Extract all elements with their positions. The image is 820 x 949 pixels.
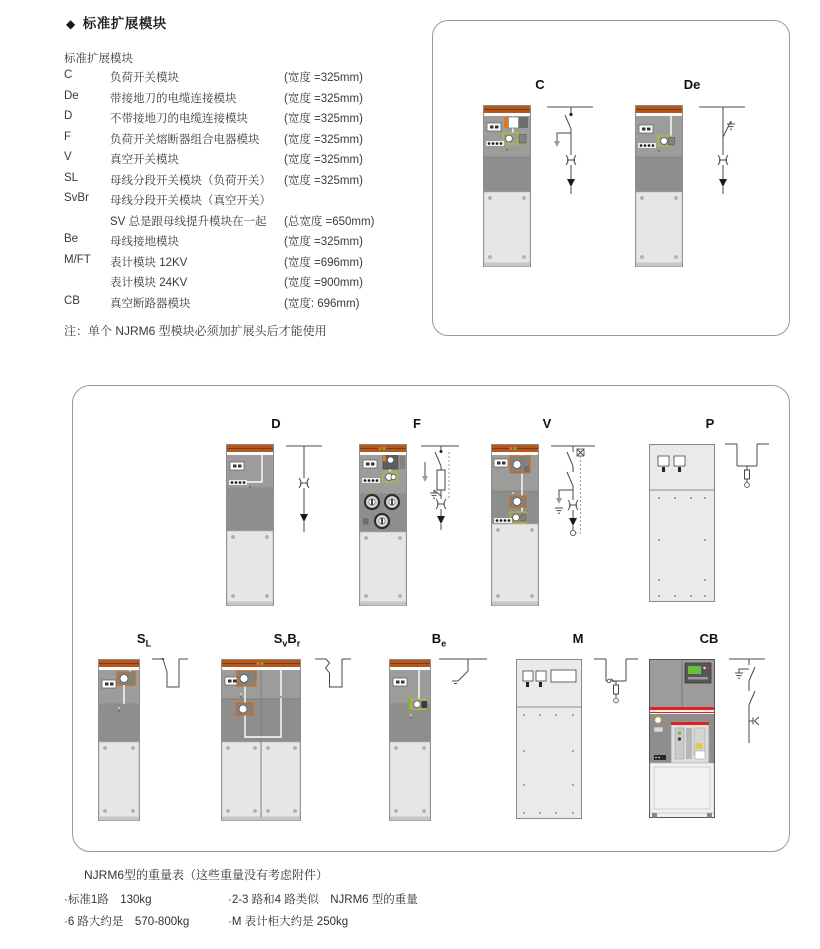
cabinet-front-view-icon <box>221 651 301 823</box>
module-figure-P <box>649 416 771 602</box>
module-width: (宽度: 696mm) <box>284 297 360 310</box>
module-figure-SL <box>98 631 190 823</box>
weight-item: ·标准1路 130kg <box>64 894 152 906</box>
main-figure-panel <box>72 385 790 852</box>
module-figure-CB <box>649 631 769 819</box>
module-code: M/FT <box>64 253 91 266</box>
page-title <box>66 12 167 32</box>
module-figure-M <box>516 631 640 819</box>
module-figure-De <box>635 77 749 269</box>
module-width: (宽度 =696mm) <box>284 256 363 269</box>
module-desc: 负荷开关熔断器组合电器模块 <box>110 133 260 146</box>
diamond-bullet-icon: ◆ <box>66 17 76 31</box>
module-code: CB <box>64 294 80 307</box>
module-list-row <box>64 151 414 172</box>
module-figure-SvBr <box>221 631 353 823</box>
module-width: (总宽度 =650mm) <box>284 215 375 228</box>
module-width: (宽度 =325mm) <box>284 113 363 125</box>
module-width: (宽度 =325mm) <box>284 174 363 187</box>
module-width: (宽度 =325mm) <box>284 154 363 166</box>
single-line-circuit-icon <box>150 651 190 697</box>
single-line-circuit-icon <box>282 436 326 536</box>
module-desc: 母线分段开关模块（真空开关） <box>110 195 271 207</box>
module-figure-label-D: D <box>271 416 281 431</box>
module-figure-label-M: M <box>572 631 584 646</box>
module-code: Be <box>64 233 79 245</box>
module-desc: 负荷开关模块 <box>110 72 179 84</box>
module-list-row <box>64 295 414 316</box>
weight-item: ·6 路大约是 570-800kg <box>64 916 190 928</box>
weight-item: ·M 表计柜大约是 250kg <box>228 916 349 928</box>
module-figure-F <box>359 416 475 608</box>
cabinet-front-view-icon <box>98 651 140 823</box>
cabinet-front-view-icon <box>359 436 407 608</box>
weight-item: ·2-3 路和4 路类似 NJRM6 型的重量 <box>228 894 418 906</box>
module-note: 注：单个 NJRM6 型模块必须加扩展头后才能使用 <box>64 324 327 338</box>
single-line-circuit-icon <box>437 651 489 689</box>
module-list-row <box>64 90 414 111</box>
module-code: F <box>64 130 72 143</box>
module-figure-label-P: P <box>705 416 715 431</box>
module-figure-V <box>491 416 603 608</box>
module-desc: 带接地刀的电缆连接模块 <box>110 92 237 105</box>
module-code: D <box>64 110 73 122</box>
cabinet-front-view-icon <box>649 436 715 602</box>
single-line-circuit-icon <box>415 436 475 536</box>
module-desc: 表计模块 24KV <box>110 277 188 289</box>
module-list <box>64 69 414 315</box>
single-line-circuit-icon <box>723 436 771 490</box>
module-list-subtitle: 标准扩展模块 <box>64 53 133 65</box>
page-title-text: 标准扩展模块 <box>82 16 167 31</box>
module-list-row <box>64 172 414 193</box>
single-line-circuit-icon <box>592 651 640 707</box>
module-desc: 不带接地刀的电缆连接模块 <box>110 113 248 125</box>
module-list-row <box>64 213 414 234</box>
cabinet-front-view-icon <box>635 97 683 269</box>
module-code: SvBr <box>64 192 89 204</box>
module-list-row <box>64 274 414 295</box>
module-list-row <box>64 233 414 254</box>
module-width: (宽度 =325mm) <box>284 92 363 105</box>
cabinet-front-view-icon <box>389 651 431 823</box>
module-figure-Be <box>389 631 489 823</box>
module-figure-label-SL: $S_L$ <box>136 631 152 649</box>
module-width: (宽度 =325mm) <box>284 133 363 146</box>
module-desc: 母线分段开关模块（负荷开关） <box>110 174 271 187</box>
top-figure-panel <box>432 20 790 336</box>
module-figure-label-C: C <box>535 77 545 92</box>
module-figure-label-SvBr: $S_vB_r$ <box>273 631 301 649</box>
single-line-circuit-icon <box>541 97 597 197</box>
cabinet-front-view-icon <box>491 436 539 608</box>
module-code: C <box>64 69 73 81</box>
single-line-circuit-icon <box>547 436 603 544</box>
cabinet-front-view-icon <box>483 97 531 269</box>
module-figure-C <box>483 77 597 269</box>
module-list-row <box>64 192 414 213</box>
cabinet-front-view-icon <box>649 651 715 819</box>
module-figure-label-V: V <box>542 416 552 431</box>
single-line-circuit-icon <box>725 651 769 749</box>
single-line-circuit-icon <box>313 651 353 697</box>
single-line-circuit-icon <box>693 97 749 197</box>
module-desc: 母线接地模块 <box>110 236 179 248</box>
module-width: (宽度 =325mm) <box>284 236 363 248</box>
module-figure-label-F: F <box>413 416 421 431</box>
module-width: (宽度 =325mm) <box>284 72 363 84</box>
module-figure-label-CB: CB <box>699 631 719 646</box>
module-figure-label-De: De <box>683 77 701 92</box>
module-width: (宽度 =900mm) <box>284 277 363 289</box>
module-desc: SV 总是跟母线提升模块在一起 <box>110 215 267 228</box>
cabinet-front-view-icon <box>516 651 582 819</box>
module-desc: 表计模块 12KV <box>110 256 188 269</box>
module-code: De <box>64 89 79 102</box>
module-list-row <box>64 131 414 152</box>
module-figure-label-Be: $B_e$ <box>431 631 447 649</box>
cabinet-front-view-icon <box>226 436 274 608</box>
module-list-row <box>64 254 414 275</box>
module-desc: 真空断路器模块 <box>110 297 191 310</box>
module-desc: 真空开关模块 <box>110 154 179 166</box>
weight-table-title: NJRM6型的重量表（这些重量没有考虑附件） <box>84 868 329 882</box>
module-code: V <box>64 151 72 163</box>
module-code: SL <box>64 171 79 184</box>
module-figure-D <box>226 416 326 608</box>
module-list-row <box>64 110 414 131</box>
module-list-row <box>64 69 414 90</box>
